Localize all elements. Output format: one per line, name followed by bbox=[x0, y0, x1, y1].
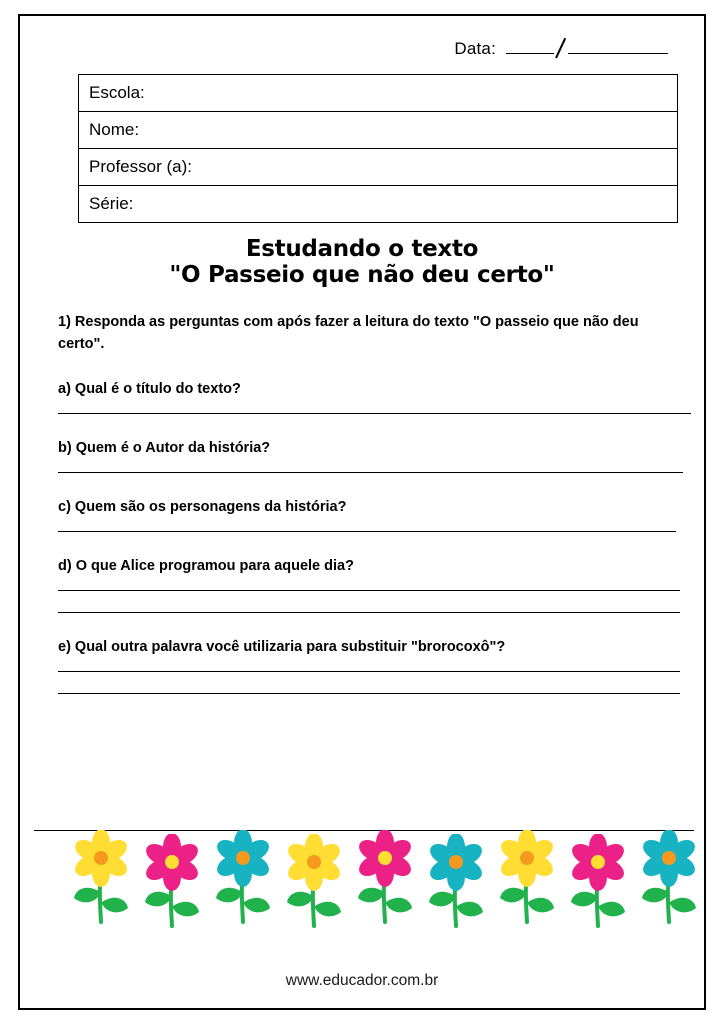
flower-icon bbox=[419, 834, 493, 930]
worksheet-page bbox=[18, 14, 706, 1010]
exercise-intro: 1) Responda as perguntas com após fazer a leitura do texto "O passeio que não deu certo". bbox=[58, 313, 639, 352]
identity-table bbox=[78, 74, 678, 223]
answer-line[interactable] bbox=[58, 590, 680, 591]
flower-decoration-band bbox=[34, 830, 694, 930]
table-row[interactable] bbox=[79, 112, 677, 149]
exercise-section bbox=[48, 311, 676, 695]
field-label-professor: Professor (a): bbox=[89, 157, 192, 176]
date-row bbox=[48, 36, 676, 66]
date-slash-1 bbox=[554, 36, 568, 54]
field-label-serie: Série: bbox=[89, 194, 134, 213]
table-row[interactable] bbox=[79, 186, 677, 223]
field-label-nome: Nome: bbox=[89, 120, 140, 139]
question-a: a) Qual é o título do texto? bbox=[58, 381, 241, 398]
answer-line[interactable] bbox=[58, 531, 676, 532]
answer-line[interactable] bbox=[58, 413, 691, 414]
answer-line[interactable] bbox=[58, 472, 683, 473]
title-line-1: Estudando o texto bbox=[245, 236, 479, 262]
field-label-escola: Escola: bbox=[89, 83, 145, 102]
table-row[interactable] bbox=[79, 75, 677, 112]
flower-icon bbox=[561, 834, 635, 930]
answer-line[interactable] bbox=[58, 671, 680, 672]
flower-icon bbox=[135, 834, 209, 930]
flower-icon bbox=[490, 830, 564, 926]
question-e: e) Qual outra palavra você utilizaria para substituir "brorocoxô"? bbox=[58, 639, 506, 656]
date-day-blank[interactable] bbox=[506, 36, 554, 54]
answer-line[interactable] bbox=[58, 612, 680, 613]
flower-icon bbox=[632, 830, 706, 926]
flower-icon bbox=[206, 830, 280, 926]
flower-icon bbox=[277, 834, 351, 930]
question-d: d) O que Alice programou para aquele dia? bbox=[58, 558, 354, 575]
date-blank-fields[interactable] bbox=[506, 36, 668, 54]
date-month-blank[interactable] bbox=[568, 36, 608, 54]
title-line-2: "O Passeio que não deu certo" bbox=[169, 261, 555, 288]
footer-site: www.educador.com.br bbox=[285, 972, 439, 989]
answer-line[interactable] bbox=[58, 693, 680, 694]
flower-icon bbox=[348, 830, 422, 926]
date-label: Data: bbox=[454, 39, 496, 58]
date-year-blank[interactable] bbox=[608, 36, 668, 54]
question-b: b) Quem é o Autor da história? bbox=[58, 440, 271, 457]
page-title bbox=[48, 237, 676, 289]
flower-icon bbox=[64, 830, 138, 926]
table-row[interactable] bbox=[79, 149, 677, 186]
question-c: c) Quem são os personagens da história? bbox=[58, 499, 347, 516]
